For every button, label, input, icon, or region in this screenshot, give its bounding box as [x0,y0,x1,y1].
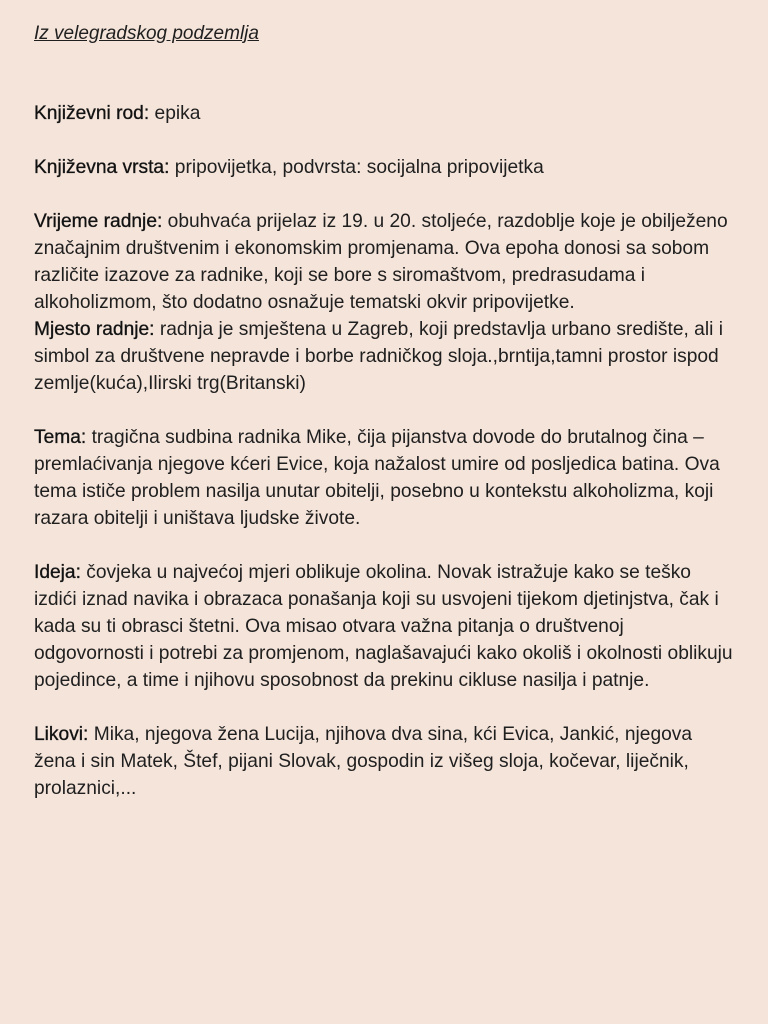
section-tema [34,424,734,532]
section-likovi [34,721,734,802]
section-text: pripovijetka, podvrsta: socijalna pripovijetka [169,157,544,178]
section-text: Mika, njegova žena Lucija, njihova dva sina, kći Evica, Jankić, njegova žena i sin Matek, Štef, pijani Slovak, gospodin iz višeg sloja, kočevar, liječnik, prolaznici,... [34,724,693,799]
spacer [34,181,734,208]
spacer [34,47,734,100]
section-text: obuhvaća prijelaz iz 19. u 20. stoljeće, razdoblje koje je obilježeno značajnim društvenim i ekonomskim promjenama. Ova epoha donosi sa sobom različite izazove za radnike, koji se bore s siromaštvom, predrasudama i alkoholizmom, što dodatno osnažuje tematski okvir pripovijetke. [34,211,728,313]
section-text: tragična sudbina radnika Mike, čija pijanstva dovode do brutalnog čina – premlaćivanja njegove kćeri Evice, koja nažalost umire od posljedica batina. Ova tema ističe problem nasilja unutar obitelji, posebno u kontekstu alkoholizma, koji razara obitelji i uništava ljudske živote. [34,427,720,529]
section-label: Likovi: [34,724,89,745]
section-label: Književna vrsta: [34,157,170,178]
section-text: epika [149,103,201,124]
section-rod [34,100,734,127]
section-text: čovjeka u najvećoj mjeri oblikuje okolina. Novak istražuje kako se teško izdići iznad navika i obrazaca ponašanja koji su usvojeni tijekom djetinjstva, čak i kada su ti obrasci štetni. Ova misao otvara važna pitanja o društvenoj odgovornosti i potrebi za promjenom, naglašavajući kako okoliš i okolnosti oblikuju pojedince, a time i njihovu sposobnost da prekinu cikluse nasilja i patnje. [34,562,733,691]
section-text: radnja je smještena u Zagreb, koji predstavlja urbano središte, ali i simbol za društvene nepravde i borbe radničkog sloja.,brntija,tamni prostor ispod zemlje(kuća),Ilirski trg(Britanski) [34,319,723,394]
section-label: Ideja: [34,562,81,583]
spacer [34,694,734,721]
section-vrsta [34,154,734,181]
section-vrijeme [34,208,734,316]
section-mjesto [34,316,734,397]
spacer [34,532,734,559]
spacer [34,127,734,154]
section-label: Književni rod: [34,103,150,124]
section-label: Mjesto radnje: [34,319,155,340]
section-label: Tema: [34,427,87,448]
document-title: Iz velegradskog podzemlja [34,23,259,44]
section-label: Vrijeme radnje: [34,211,163,232]
spacer [34,397,734,424]
section-ideja [34,559,734,694]
